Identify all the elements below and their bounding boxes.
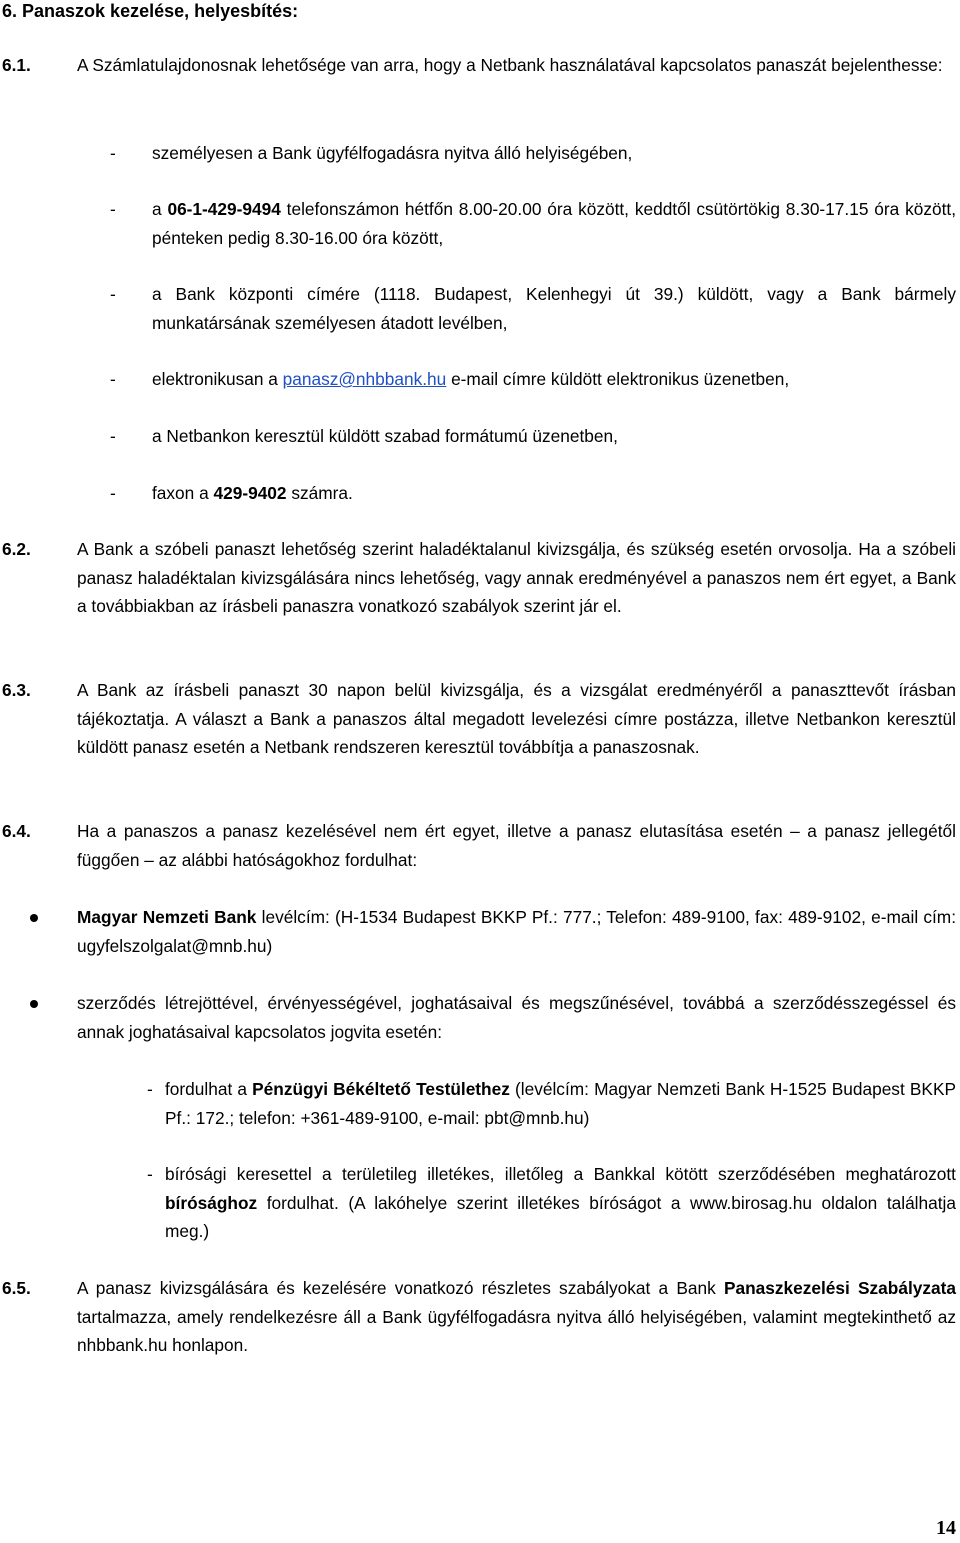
- sub-list-item: [147, 1160, 956, 1246]
- dash-marker: -: [110, 284, 116, 304]
- paragraph-6-5: A panasz kivizsgálására és kezelésére vonatkozó részletes szabályokat a Bank Panaszkezelési Szabályzata tartalmazza, amely rendelkezésre áll a Bank ügyfélfogadásra nyitva álló helyiségében, valamint megtekinthető az nhbbank.hu honlapon.: [77, 1278, 956, 1355]
- bullet-icon: [30, 914, 38, 922]
- list-item: [110, 365, 956, 394]
- section-number-6-1: 6.1.: [2, 55, 31, 75]
- list-item-text: a Netbankon keresztül küldött szabad formátumú üzenetben,: [152, 426, 618, 446]
- sub-list-item-text: bírósági keresettel a területileg illetékes, illetőleg a Bankkal kötött szerződésében meghatározott bírósághoz fordulhat. (A lakóhelye szerint illetékes bíróságot a www.birosag.hu oldalon találhatja meg.): [165, 1164, 956, 1241]
- email-link[interactable]: panasz@nhbbank.hu: [282, 369, 447, 389]
- list-item-text: faxon a 429-9402 számra.: [152, 483, 353, 503]
- list-item: [110, 479, 956, 508]
- bullet-icon: [30, 1000, 38, 1008]
- paragraph-6-4: Ha a panaszos a panasz kezelésével nem ért egyet, illetve a panasz elutasítása esetén – a panasz jellegétől függően – az alábbi hatóságokhoz fordulhat:: [77, 821, 956, 870]
- list-item-text: a Bank központi címére (1118. Budapest, Kelenhegyi út 39.) küldött, vagy a Bank bármely munkatársának személyesen átadott levélben,: [152, 284, 956, 333]
- page-number: 14: [936, 1517, 956, 1539]
- section-heading: 6. Panaszok kezelése, helyesbítés:: [2, 1, 299, 21]
- paragraph-6-1: A Számlatulajdonosnak lehetősége van arra, hogy a Netbank használatával kapcsolatos panaszát bejelenthesse:: [77, 55, 943, 75]
- section-number-6-4: 6.4.: [2, 821, 31, 841]
- dash-marker: -: [110, 369, 116, 389]
- sub-list-item: [147, 1075, 956, 1132]
- bullet-item-text: szerződés létrejöttével, érvényességével, joghatásaival és megszűnésével, továbbá a szerződésszegéssel és annak joghatásaival kapcsolatos jogvita esetén:: [77, 993, 956, 1042]
- bullet-item: [30, 903, 956, 960]
- list-item-text: elektronikusan a panasz@nhbbank.hu e-mail címre küldött elektronikus üzenetben,: [152, 369, 790, 389]
- section-number-6-5: 6.5.: [2, 1278, 31, 1298]
- paragraph-6-2: A Bank a szóbeli panaszt lehetőség szerint haladéktalanul kivizsgálja, és szükség esetén orvosolja. Ha a szóbeli panasz haladéktalan kivizsgálására nincs lehetőség, vagy annak eredményével a panaszos nem ért egyet, a Bank a továbbiakban az írásbeli panaszra vonatkozó szabályok szerint jár el.: [77, 539, 956, 616]
- phone-number: 06-1-429-9494: [167, 199, 281, 219]
- list-item-text: a 06-1-429-9494 telefonszámon hétfőn 8.00-20.00 óra között, keddtől csütörtökig 8.30-17.15 óra között, pénteken pedig 8.30-16.00 óra között,: [152, 199, 956, 248]
- dash-marker: -: [110, 143, 116, 163]
- list-item: [110, 139, 956, 168]
- sub-list-item-text: fordulhat a Pénzügyi Békéltető Testülethez (levélcím: Magyar Nemzeti Bank H-1525 Budapest BKKP Pf.: 172.; telefon: +361-489-9100, e-mail: pbt@mnb.hu): [165, 1079, 956, 1128]
- list-item: [110, 280, 956, 337]
- list-item: [110, 422, 956, 451]
- bullet-item: [30, 989, 956, 1046]
- section-number-6-2: 6.2.: [2, 539, 31, 559]
- list-item-text: személyesen a Bank ügyfélfogadásra nyitva álló helyiségében,: [152, 143, 633, 163]
- fax-number: 429-9402: [213, 483, 287, 503]
- dash-marker: -: [147, 1079, 153, 1099]
- dash-marker: -: [110, 483, 116, 503]
- dash-marker: -: [147, 1164, 153, 1184]
- dash-marker: -: [110, 199, 116, 219]
- bullet-item-text: Magyar Nemzeti Bank levélcím: (H-1534 Budapest BKKP Pf.: 777.; Telefon: 489-9100, fax: 489-9102, e-mail cím: ugyfelszolgalat@mnb.hu): [77, 907, 957, 956]
- dash-marker: -: [110, 426, 116, 446]
- paragraph-6-3: A Bank az írásbeli panaszt 30 napon belül kivizsgálja, és a vizsgálat eredményéről a panaszttevőt írásban tájékoztatja. A választ a Bank a panaszos által megadott levelezési címre postázza, illetve Netbankon keresztül küldött panasz esetén a Netbank rendszeren keresztül továbbítja a panaszosnak.: [77, 680, 956, 757]
- section-number-6-3: 6.3.: [2, 680, 31, 700]
- list-item: [110, 195, 956, 252]
